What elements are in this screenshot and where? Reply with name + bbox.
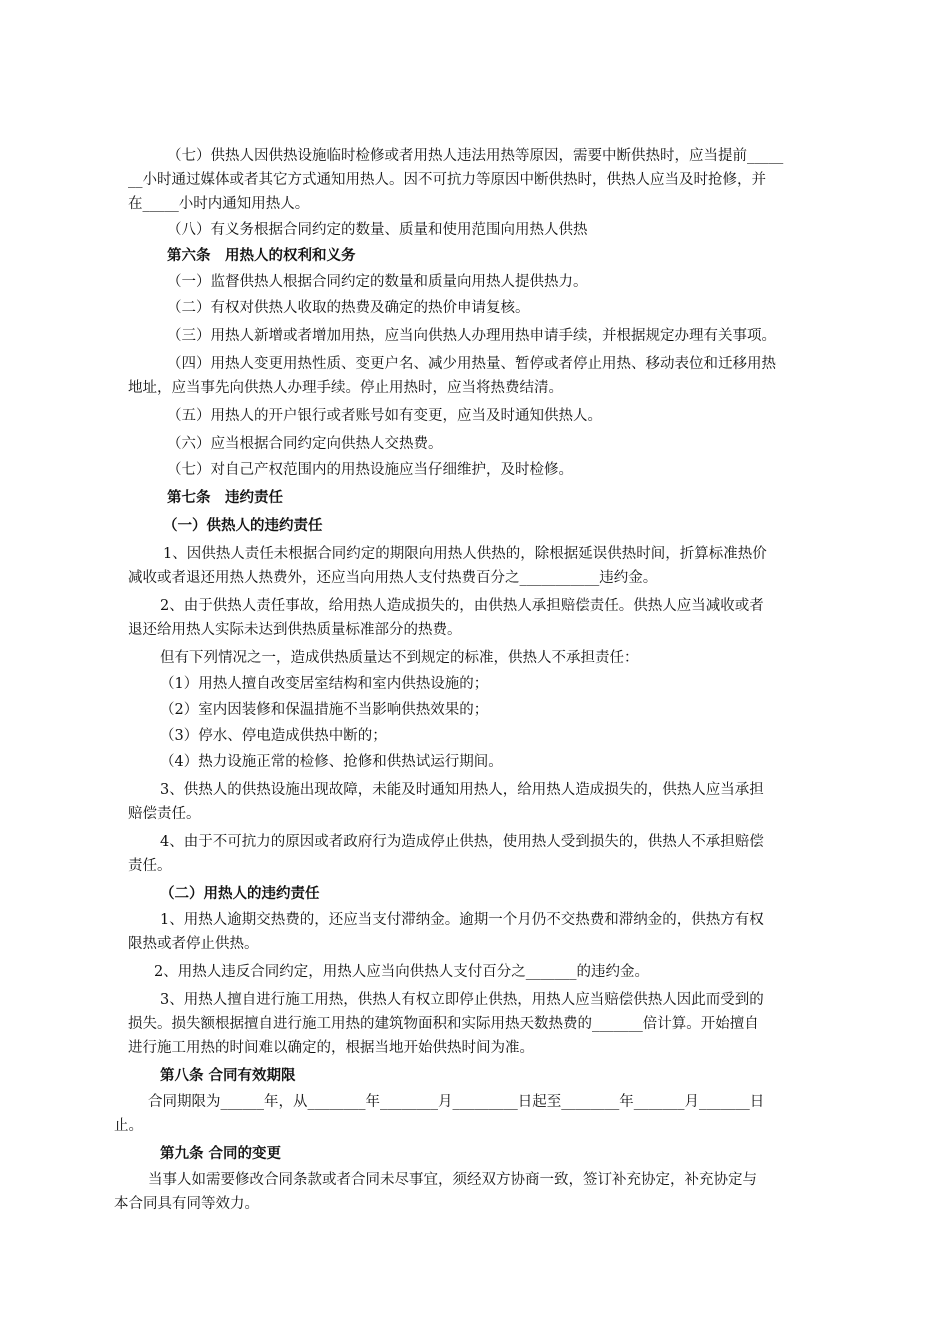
para-7-1-3-line-2: 赔偿责任。 bbox=[128, 806, 201, 822]
article-7-heading: 第七条 违约责任 bbox=[167, 489, 283, 506]
article-9-heading: 第九条 合同的变更 bbox=[160, 1145, 282, 1162]
para-7-2-3-line-1: 3、用热人擅自进行施工用热，供热人有权立即停止供热，用热人应当赔偿供热人因此而受到的 bbox=[160, 992, 764, 1008]
para-6-2: （二）有权对供热人收取的热费及确定的热价申请复核。 bbox=[167, 300, 530, 316]
para-7-1-1-line-2: 减收或者退还用热人热费外，还应当向用热人支付热费百分之___________违约金。 bbox=[128, 570, 658, 586]
para-7-1-1-line-1: 1、因供热人责任未根据合同约定的期限向用热人供热的，除根据延误供热时间，折算标准热价 bbox=[163, 546, 767, 562]
exemption-intro: 但有下列情况之一，造成供热质量达不到规定的标准，供热人不承担责任： bbox=[160, 650, 639, 666]
para-7-1-4-line-2: 责任。 bbox=[128, 858, 172, 874]
para-7-2-3-line-2: 损失。损失额根据擅自进行施工用热的建筑物面积和实际用热天数热费的_______倍计算。开始擅自 bbox=[128, 1016, 759, 1032]
exemption-item-4: （4）热力设施正常的检修、抢修和供热试运行期间。 bbox=[160, 754, 503, 770]
para-6-1: （一）监督供热人根据合同约定的数量和质量向用热人提供热力。 bbox=[167, 274, 588, 290]
section-heading-user-liability: （二）用热人的违约责任 bbox=[160, 885, 320, 902]
para-6-4-line-2: 地址，应当事先向供热人办理手续。停止用热时，应当将热费结清。 bbox=[128, 380, 563, 396]
para-6-4-line-1: （四）用热人变更用热性质、变更户名、减少用热量、暂停或者停止用热、移动表位和迁移用热 bbox=[167, 356, 776, 372]
para-7-1-4-line-1: 4、由于不可抗力的原因或者政府行为造成停止供热，使用热人受到损失的，供热人不承担赔偿 bbox=[160, 834, 764, 850]
para-6-6: （六）应当根据合同约定向供热人交热费。 bbox=[167, 436, 443, 452]
para-8-line-2: 止。 bbox=[114, 1118, 143, 1134]
section-heading-supplier-liability: （一）供热人的违约责任 bbox=[163, 517, 323, 534]
article-8-heading: 第八条 合同有效期限 bbox=[160, 1067, 296, 1084]
para-8-line-1: 合同期限为______年，从________年________月_________日起至________年_______月_______日 bbox=[148, 1094, 765, 1110]
para-5-7-line-3: 在_____小时内通知用热人。 bbox=[128, 196, 310, 212]
para-7-2-1-line-2: 限热或者停止供热。 bbox=[128, 936, 259, 952]
para-9-line-1: 当事人如需要修改合同条款或者合同未尽事宜，须经双方协商一致，签订补充协定，补充协定与 bbox=[148, 1172, 757, 1188]
article-6-heading: 第六条 用热人的权利和义务 bbox=[167, 247, 356, 264]
para-7-2-2: 2、用热人违反合同约定，用热人应当向供热人支付百分之_______的违约金。 bbox=[154, 964, 649, 980]
para-9-line-2: 本合同具有同等效力。 bbox=[114, 1196, 259, 1212]
para-6-5: （五）用热人的开户银行或者账号如有变更，应当及时通知供热人。 bbox=[167, 408, 602, 424]
para-6-7: （七）对自己产权范围内的用热设施应当仔细维护，及时检修。 bbox=[167, 462, 573, 478]
para-7-1-3-line-1: 3、供热人的供热设施出现故障，未能及时通知用热人，给用热人造成损失的，供热人应当承担 bbox=[160, 782, 764, 798]
exemption-item-2: （2）室内因装修和保温措施不当影响供热效果的； bbox=[160, 702, 489, 718]
para-7-1-2-line-1: 2、由于供热人责任事故，给用热人造成损失的，由供热人承担赔偿责任。供热人应当减收或者 bbox=[160, 598, 764, 614]
para-7-1-2-line-2: 退还给用热人实际未达到供热质量标准部分的热费。 bbox=[128, 622, 462, 638]
para-5-8: （八）有义务根据合同约定的数量、质量和使用范围向用热人供热 bbox=[167, 222, 588, 238]
para-5-7-line-1: （七）供热人因供热设施临时检修或者用热人违法用热等原因，需要中断供热时，应当提前_____ bbox=[167, 148, 784, 164]
exemption-item-1: （1）用热人擅自改变居室结构和室内供热设施的； bbox=[160, 676, 489, 692]
para-7-2-1-line-1: 1、用热人逾期交热费的，还应当支付滞纳金。逾期一个月仍不交热费和滞纳金的，供热方有权 bbox=[160, 912, 764, 928]
para-6-3: （三）用热人新增或者增加用热，应当向供热人办理用热申请手续，并根据规定办理有关事项。 bbox=[167, 328, 776, 344]
exemption-item-3: （3）停水、停电造成供热中断的； bbox=[160, 728, 387, 744]
para-7-2-3-line-3: 进行施工用热的时间难以确定的，根据当地开始供热时间为准。 bbox=[128, 1040, 534, 1056]
para-5-7-line-2: __小时通过媒体或者其它方式通知用热人。因不可抗力等原因中断供热时，供热人应当及时抢修，并 bbox=[128, 172, 766, 188]
